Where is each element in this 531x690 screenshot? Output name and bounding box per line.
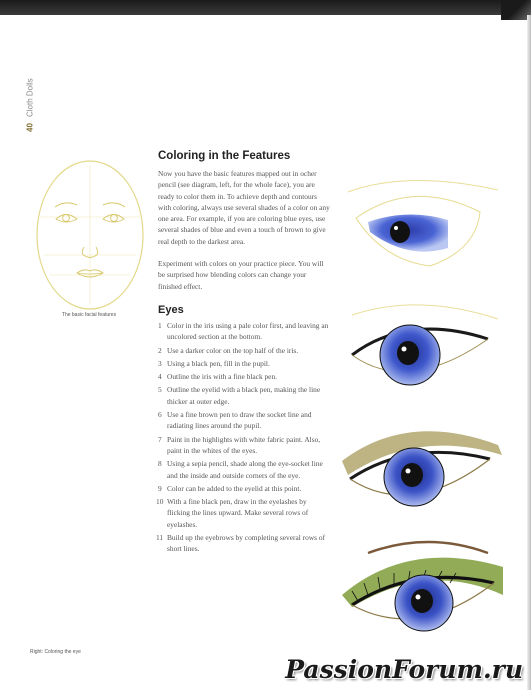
face-diagram-caption: The basic facial features xyxy=(61,312,117,318)
list-item: 5 Outline the eyelid with a black pen, making the line thicker at outer edge. xyxy=(158,385,321,406)
face-outline-drawing xyxy=(30,155,150,315)
list-item: 6 Use a fine brown pen to draw the socket line and radiating lines around the pupil. xyxy=(158,410,312,431)
running-header xyxy=(24,72,36,132)
list-item: 4 Outline the iris with a fine black pen. xyxy=(158,372,278,382)
eye-illustration-3 xyxy=(338,415,510,525)
face-diagram xyxy=(30,155,150,315)
scan-top-edge xyxy=(0,0,531,15)
eye-illustration-2 xyxy=(338,295,510,405)
intro-paragraph: Now you have the basic features mapped out in ocher pencil (see diagram, left, for the whole face), you are ready to color them in. To achieve depth and contours with coloring, always use several shades of a color on any one area. For example, if you are coloring blue eyes, use several shades of blue and even a touch of brown to give real depth to the darkest area. xyxy=(158,169,330,246)
eye-illustration-1 xyxy=(338,170,510,280)
list-item: 9 Color can be added to the eyelid at this point. xyxy=(158,483,302,493)
eye-figure-caption: Right: Coloring the eye xyxy=(30,649,81,655)
list-item: 10 With a fine black pen, draw in the eyelashes by flicking the lines upward. Make several rows of eyelashes. xyxy=(156,497,309,529)
list-item: 8 Using a sepia pencil, shade along the eye-socket line and the inside and outside corners of the eye. xyxy=(158,459,323,480)
steps-list xyxy=(158,320,330,555)
list-item: 7 Paint in the highlights with white fabric paint. Also, paint in the whites of the eyes. xyxy=(158,434,321,455)
book-section: Cloth Dolls xyxy=(25,78,35,118)
eye-illustration-4 xyxy=(338,525,510,645)
article-title: Coloring in the Features xyxy=(158,150,291,162)
list-item: 3 Using a black pen, fill in the pupil. xyxy=(158,358,270,368)
list-item: 1 Color in the iris using a pale color first, and leaving an uncolored section at the bottom. xyxy=(158,320,329,342)
practice-paragraph: Experiment with colors on your practice piece. You will be surprised how blending colors can change your finished effect. xyxy=(158,259,324,291)
watermark: PassionForum.ru xyxy=(285,655,523,684)
eyes-heading: Eyes xyxy=(158,303,184,316)
list-item: 2 Use a darker color on the top half of the iris. xyxy=(158,345,299,355)
list-item: 11 Build up the eyebrows by completing several rows of short lines. xyxy=(156,533,326,554)
page-number: 40 xyxy=(25,123,35,132)
article-column xyxy=(158,150,330,557)
page-edge-shadow xyxy=(527,15,531,690)
